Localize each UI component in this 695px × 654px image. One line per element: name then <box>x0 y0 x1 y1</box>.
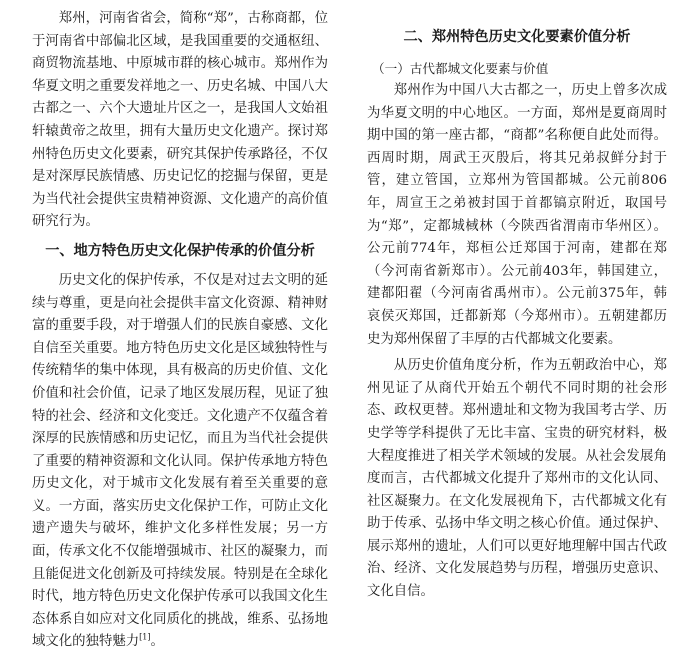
section-1-body: 历史文化的保护传承，不仅是对过去文明的延续与尊重，更是向社会提供丰富文化资源、精神财富的重要手段，对于增强人们的民族自豪感、文化自信至关重要。地方特色历史文化是区域独特性与传统精华的集中体现，具有极高的历史价值、文化价值和社会价值，记录了地区发展历程，见证了独特的社会、经济和文化变迁。文化遗产不仅蕴含着深厚的民族情感和历史记忆，而且为当代社会提供了重要的精神资源和文化认同。保护传承地方特色历史文化，对于城市文化发展有着至关重要的意义。一方面，落实历史文化保护工作，可防止文化遗产遗失与破坏，维护文化多样性发展；另一方面，传承文化不仅能增强城市、社区的凝聚力，而且能促进文化创新及可持续发展。特别是在全球化时代，地方特色历史文化保护传承可以我国文化生态体系自如应对文化同质化的挑战，维系、弘扬地域文化的独特魅力 <box>32 272 328 650</box>
section-2-heading: 二、郑州特色历史文化要素价值分析 <box>403 29 631 45</box>
right-column <box>367 8 667 604</box>
sentence-end: 。 <box>150 634 164 650</box>
capital-history-paragraph: 郑州作为中国八大古都之一，历史上曾多次成为华夏文明的中心地区。一方面，郑州是夏商周时期中国的第一座古都，“商都”名称便自此处而得。西周时期，周武王灭殷后，将其兄弟叔鲜分封于管，建立管国，立郑州为管国都城。公元前806年，周宣王之弟被封国于首都镐京附近，取国号为“郑”，定都城棫林（今陕西省渭南市华州区）。公元前774年，郑桓公迁郑国于河南，建都在郑（今河南省新郑市）。公元前403年，韩国建立，建都阳翟（今河南省禹州市）。公元前375年，韩哀侯灭郑国，迁都新郑（今郑州市）。五朝建都历史为郑州保留了丰厚的古代都城文化要素。 <box>367 83 667 347</box>
citation-ref[interactable]: [1] <box>139 632 151 642</box>
intro-paragraph: 郑州，河南省省会，简称“郑”，古称商都，位于河南省中部偏北区域，是我国重要的交通枢纽、商贸物流基地、中原城市群的核心城市。郑州作为华夏文明之重要发祥地之一、历史名城、中国八大古都之一、六个大遗址片区之一，是我国人文始祖轩辕黄帝之故里，拥有大量历史文化遗产。探讨郑州特色历史文化要素，研究其保护传承路径，不仅是对深厚民族情感、历史记忆的挖掘与保留，更是为当代社会提供宝贵精神资源、文化遗产的高价值研究行为。 <box>32 11 328 230</box>
section-1-heading: 一、地方特色历史文化保护传承的价值分析 <box>45 242 315 259</box>
section-1-paragraph <box>32 270 328 654</box>
subsection-heading: （一）古代都城文化要素与价值 <box>372 61 549 76</box>
left-column <box>32 8 328 654</box>
value-analysis-paragraph: 从历史价值角度分析，作为五朝政治中心，郑州见证了从商代开始五个朝代不同时期的社会形态、政权更替。郑州遗址和文物为我国考古学、历史学等学科提供了无比丰富、宝贵的研究材料，极大程度推进了相关学术领域的发展。从社会发展角度而言，古代都城文化提升了郑州市的文化认同、社区凝聚力。在文化发展视角下，古代都城文化有助于传承、弘扬中华文明之核心价值。通过保护、展示郑州的遗址，人们可以更好地理解中国古代政治、经济、文化发展趋势与历程，增强历史意识、文化自信。 <box>367 358 667 600</box>
